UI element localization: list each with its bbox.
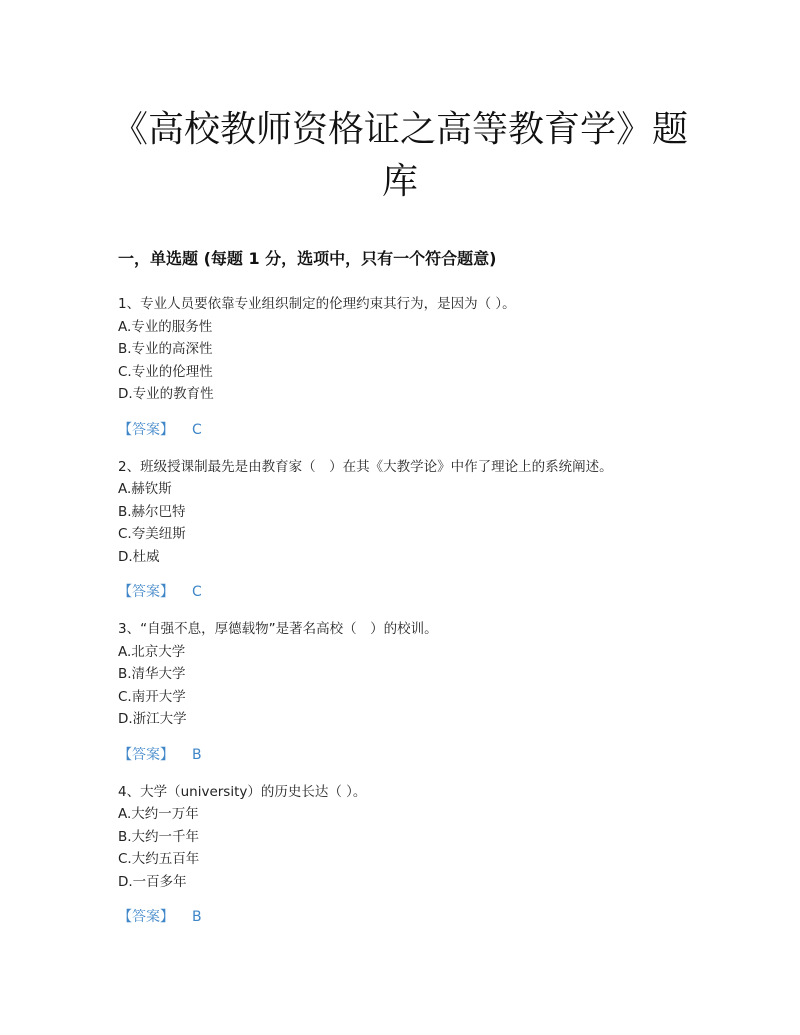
question-2 (118, 456, 698, 603)
answer-row (118, 420, 698, 440)
option-a: A.赫钦斯 (118, 481, 172, 497)
answer-label: 【答案】 (118, 584, 174, 600)
option-d: D.一百多年 (118, 873, 187, 890)
option-b: B.专业的高深性 (118, 341, 213, 357)
question-stem: 3、“自强不息，厚德载物”是著名高校（ ）的校训。 (118, 621, 438, 637)
document-title-line-2: 库 (381, 161, 418, 202)
answer-row (118, 907, 698, 927)
section-heading: 一，单选题 (每题 1 分，选项中，只有一个符合题意) (118, 249, 497, 268)
answer-value: B (192, 909, 202, 925)
document-title-line-1: 《高校教师资格证之高等教育学》题 (111, 109, 688, 150)
option-c: C.大约五百年 (118, 851, 200, 867)
answer-label: 【答案】 (118, 746, 174, 763)
option-b: B.清华大学 (118, 666, 186, 682)
answer-value: B (192, 746, 202, 763)
option-c: C.专业的伦理性 (118, 363, 213, 380)
answer-value: C (192, 421, 202, 438)
option-d: D.专业的教育性 (118, 386, 214, 402)
question-stem: 1、专业人员要依靠专业组织制定的伦理约束其行为，是因为（ ）。 (118, 296, 516, 312)
option-c: C.夸美纽斯 (118, 526, 186, 542)
option-b: B.大约一千年 (118, 828, 200, 845)
question-3 (118, 618, 698, 765)
question-4 (118, 781, 698, 928)
question-1 (118, 293, 698, 440)
option-d: D.杜威 (118, 548, 160, 565)
option-a: A.大约一万年 (118, 806, 199, 822)
question-stem: 4、大学（university）的历史长达（ ）。 (118, 783, 367, 800)
document-title (100, 104, 700, 208)
answer-row (118, 745, 698, 765)
answer-label: 【答案】 (118, 909, 174, 925)
option-b: B.赫尔巴特 (118, 503, 186, 520)
option-a: A.专业的服务性 (118, 318, 213, 335)
option-c: C.南开大学 (118, 688, 186, 705)
answer-row (118, 582, 698, 602)
question-stem: 2、班级授课制最先是由教育家（ ）在其《大教学论》中作了理论上的系统阐述。 (118, 458, 613, 475)
answer-label: 【答案】 (118, 421, 174, 438)
question-list (118, 293, 698, 943)
answer-value: C (192, 584, 202, 600)
option-a: A.北京大学 (118, 643, 186, 660)
option-d: D.浙江大学 (118, 711, 187, 727)
